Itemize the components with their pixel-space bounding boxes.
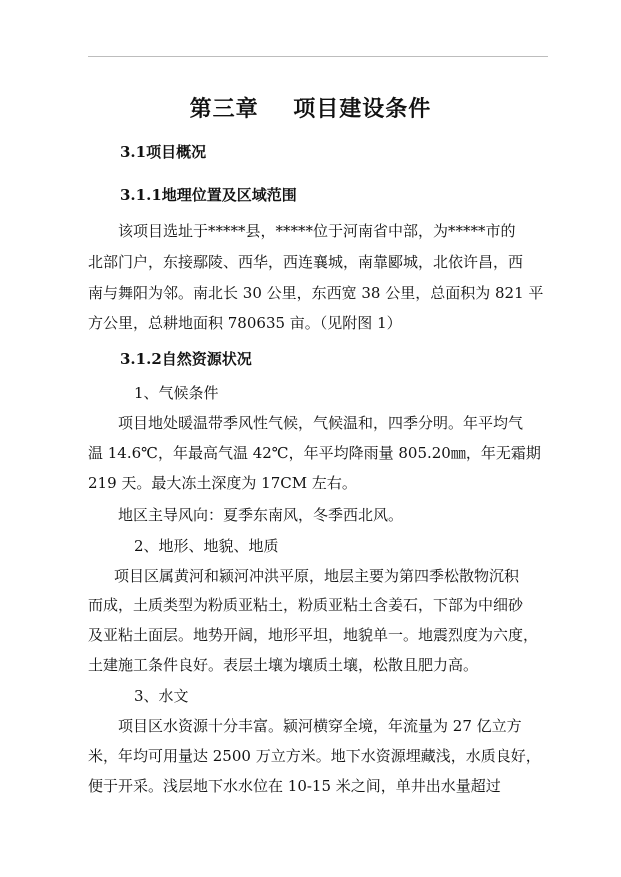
- header-rule: [88, 56, 548, 57]
- paragraph-line: 方公里，总耕地面积 780635 亩。（见附图 1）: [88, 314, 402, 332]
- paragraph-line: 项目区属黄河和颍河冲洪平原，地层主要为第四季松散物沉积: [114, 567, 520, 585]
- section-heading-3-1-1: 3.1.1地理位置及区域范围: [120, 186, 297, 204]
- paragraph-line: 219 天。最大冻土深度为 17CM 左右。: [88, 474, 357, 492]
- paragraph-line: 米，年均可用量达 2500 万立方米。地下水资源埋藏浅，水质良好，: [88, 747, 541, 765]
- subheading-climate: 1、气候条件: [134, 384, 219, 402]
- paragraph-line: 南与舞阳为邻。南北长 30 公里，东西宽 38 公里，总面积为 821 平: [88, 284, 544, 302]
- chapter-title: 第三章 项目建设条件: [189, 96, 432, 122]
- subheading-terrain: 2、地形、地貌、地质: [134, 537, 279, 555]
- paragraph-line: 北部门户，东接鄢陵、西华，西连襄城，南靠郾城，北依许昌，西: [88, 253, 524, 271]
- paragraph-line: 而成，土质类型为粉质亚粘土，粉质亚粘土含姜石，下部为中细砂: [88, 596, 524, 614]
- paragraph-line: 及亚粘土面层。地势开阔，地形平坦，地貌单一。地震烈度为六度，: [88, 626, 539, 644]
- paragraph-line: 便于开采。浅层地下水水位在 10-15 米之间，单井出水量超过: [88, 777, 501, 795]
- paragraph-line: 该项目选址于*****县，*****位于河南省中部，为*****市的: [118, 222, 516, 240]
- paragraph-line: 温 14.6℃，年最高气温 42℃，年平均降雨量 805.20㎜，年无霜期: [88, 444, 541, 462]
- paragraph-line: 项目地处暖温带季风性气候，气候温和，四季分明。年平均气: [118, 414, 524, 432]
- section-heading-3-1-2: 3.1.2自然资源状况: [120, 350, 252, 368]
- section-heading-3-1: 3.1项目概况: [120, 143, 207, 161]
- paragraph-line: 项目区水资源十分丰富。颍河横穿全境，年流量为 27 亿立方: [118, 717, 522, 735]
- paragraph-line: 土建施工条件良好。表层土壤为壤质土壤，松散且肥力高。: [88, 656, 479, 674]
- paragraph-line: 地区主导风向：夏季东南风，冬季西北风。: [118, 506, 404, 524]
- subheading-hydrology: 3、水文: [134, 687, 189, 705]
